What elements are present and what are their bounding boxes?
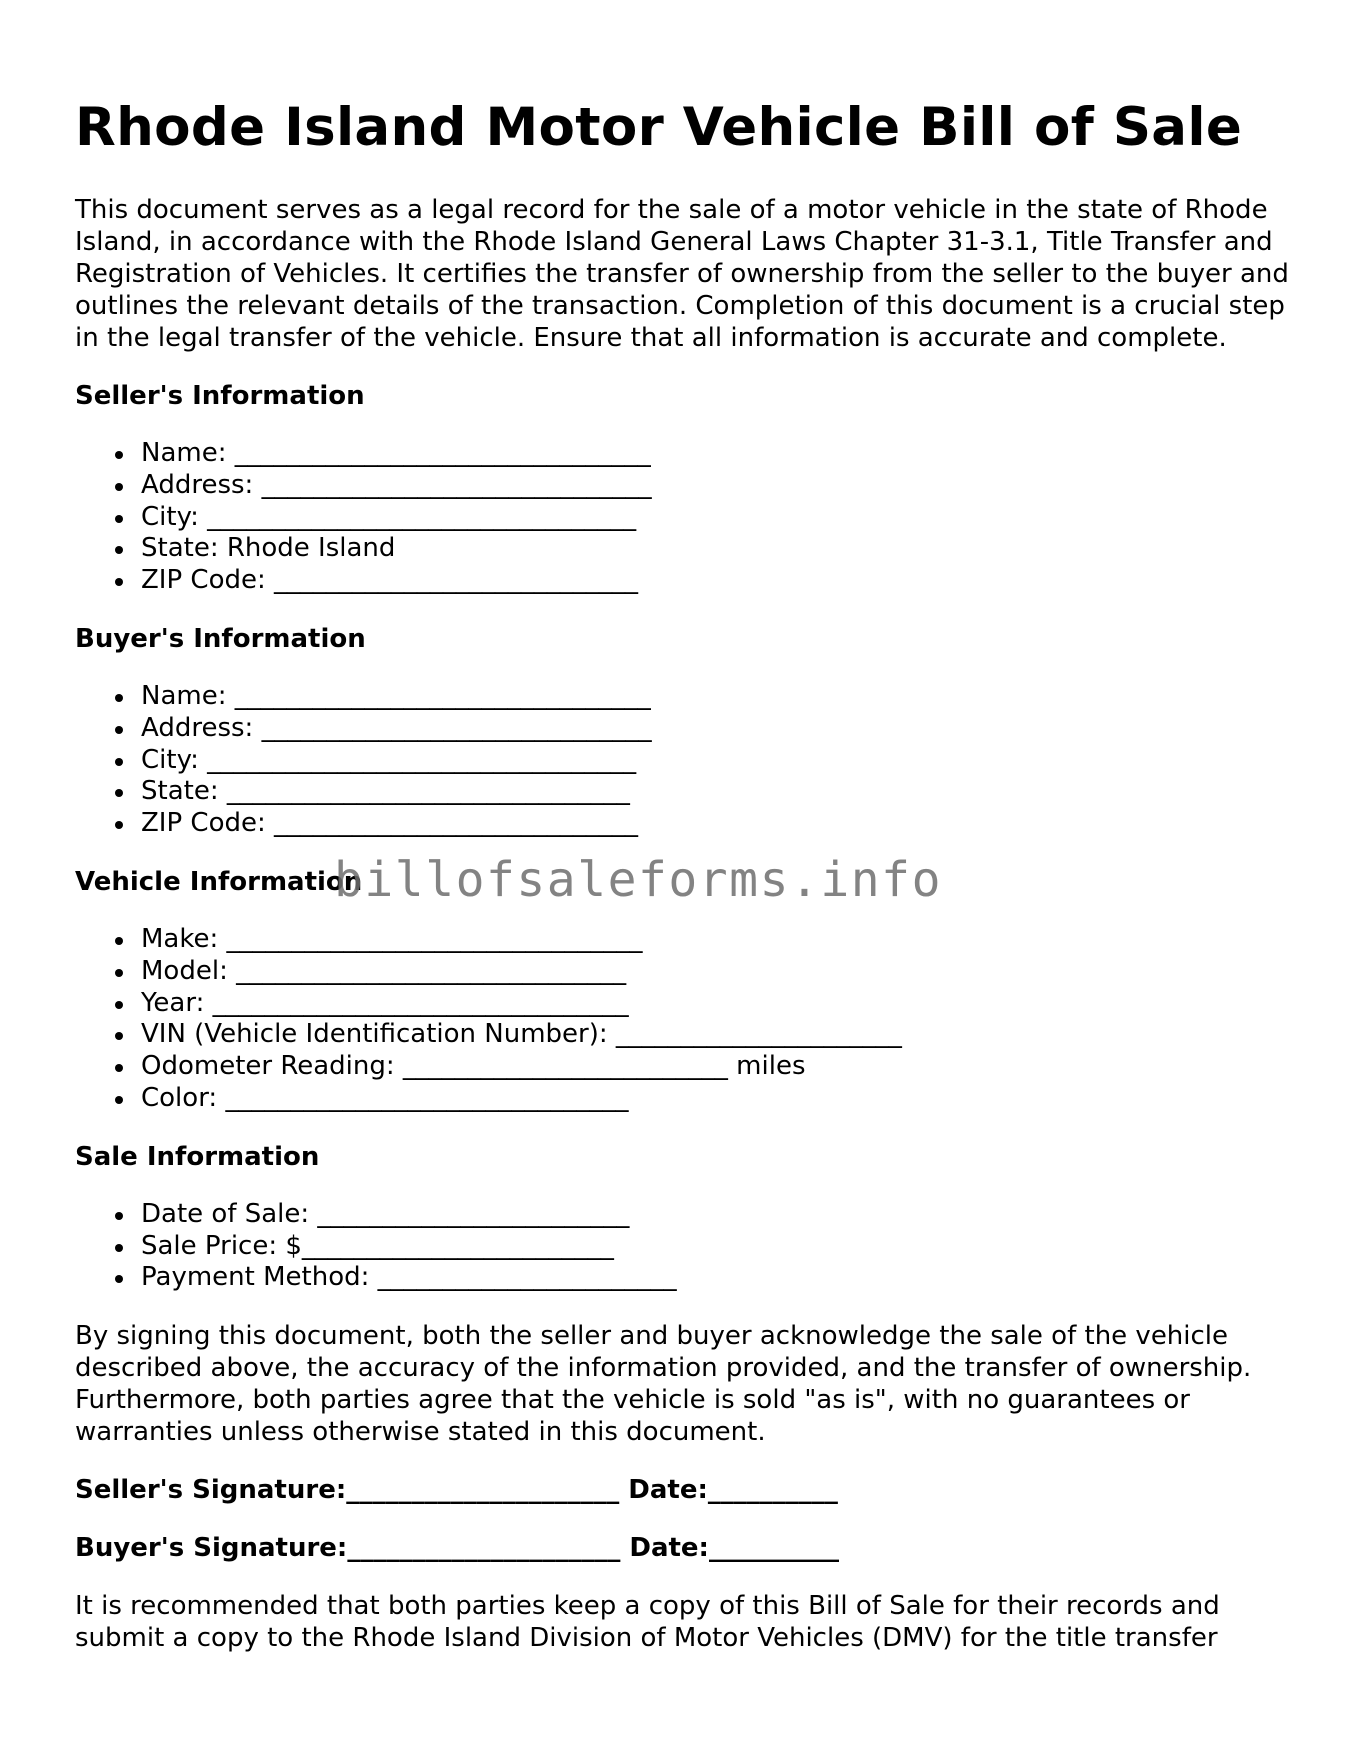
- buyer-list: [75, 681, 1295, 840]
- sale-heading: Sale Information: [75, 1141, 320, 1172]
- seller-name-field[interactable]: Name: ________________________________: [141, 438, 1295, 470]
- seller-address-field[interactable]: Address: ______________________________: [141, 470, 1295, 502]
- buyer-signature-line[interactable]: Buyer's Signature:_____________________ Date:__________: [75, 1533, 839, 1564]
- closing-paragraph: It is recommended that both parties keep a copy of this Bill of Sale for their records and submit a copy to the Rhode Island Division of Motor Vehicles (DMV) for the title transfer: [75, 1591, 1220, 1654]
- sale-payment-field[interactable]: Payment Method: _______________________: [141, 1262, 1295, 1294]
- intro-paragraph: This document serves as a legal record for the sale of a motor vehicle in the state of Rhode Island, in accordance with the Rhode Island General Laws Chapter 31-3.1, Title Transfer and Registration of Vehicles. It certifies the transfer of ownership from the seller to the buyer and outlines the relevant details of the transaction. Completion of this document is a crucial step in the legal transfer of the vehicle. Ensure that all information is accurate and complete.: [75, 195, 1289, 353]
- seller-state-field: State: Rhode Island: [141, 533, 1295, 565]
- buyer-address-field[interactable]: Address: ______________________________: [141, 713, 1295, 745]
- seller-city-field[interactable]: City: _________________________________: [141, 502, 1295, 534]
- seller-list: [75, 438, 1295, 597]
- seller-signature-line[interactable]: Seller's Signature:_____________________ Date:__________: [75, 1475, 838, 1506]
- watermark: billofsaleforms.info: [334, 852, 942, 908]
- vehicle-make-field[interactable]: Make: ________________________________: [141, 924, 1295, 956]
- seller-zip-field[interactable]: ZIP Code: ____________________________: [141, 565, 1295, 597]
- page-title: Rhode Island Motor Vehicle Bill of Sale: [75, 97, 1243, 158]
- buyer-name-field[interactable]: Name: ________________________________: [141, 681, 1295, 713]
- vehicle-vin-field[interactable]: VIN (Vehicle Identification Number): ______________________: [141, 1019, 1295, 1051]
- vehicle-list: [75, 924, 1295, 1115]
- document-page: [75, 0, 1295, 1654]
- vehicle-heading: Vehicle Information: [75, 866, 363, 897]
- buyer-state-field[interactable]: State: _______________________________: [141, 776, 1295, 808]
- buyer-zip-field[interactable]: ZIP Code: ____________________________: [141, 808, 1295, 840]
- acknowledgement-paragraph: By signing this document, both the seller and buyer acknowledge the sale of the vehicle described above, the accuracy of the information provided, and the transfer of ownership. Furthermore, both parties agree that the vehicle is sold "as is", with no guarantees or warranties unless otherwise stated in this document.: [75, 1321, 1252, 1448]
- vehicle-year-field[interactable]: Year: ________________________________: [141, 988, 1295, 1020]
- vehicle-odometer-field[interactable]: Odometer Reading: _________________________ miles: [141, 1051, 1295, 1083]
- vehicle-color-field[interactable]: Color: _______________________________: [141, 1083, 1295, 1115]
- vehicle-model-field[interactable]: Model: ______________________________: [141, 956, 1295, 988]
- sale-date-field[interactable]: Date of Sale: ________________________: [141, 1199, 1295, 1231]
- sale-list: [75, 1199, 1295, 1294]
- seller-heading: Seller's Information: [75, 381, 365, 411]
- sale-price-field[interactable]: Sale Price: $________________________: [141, 1231, 1295, 1263]
- buyer-city-field[interactable]: City: _________________________________: [141, 745, 1295, 777]
- buyer-heading: Buyer's Information: [75, 623, 366, 654]
